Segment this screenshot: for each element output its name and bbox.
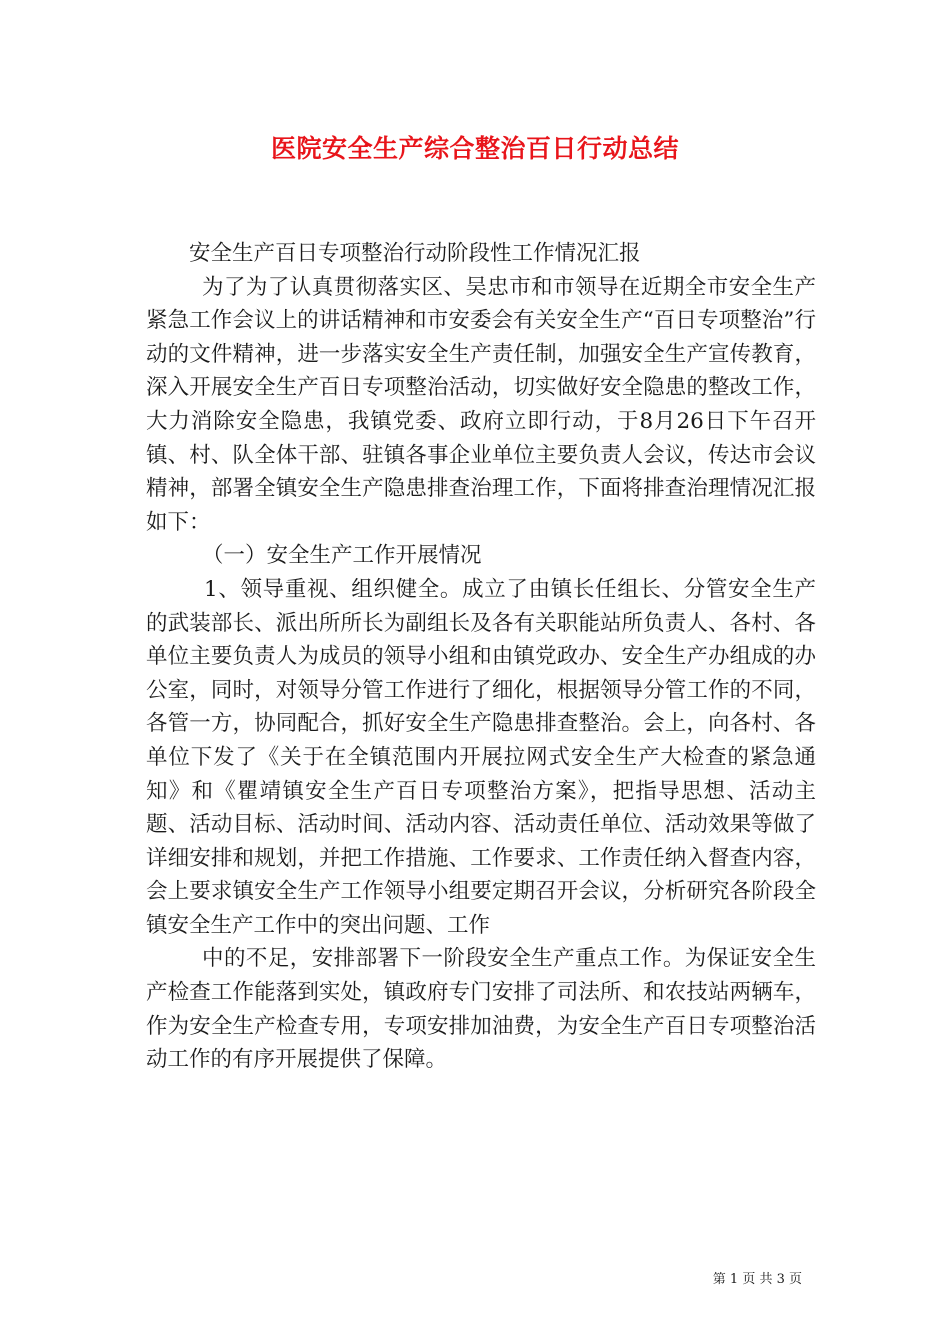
item-paragraph: 1、领导重视、组织健全。成立了由镇长任组长、分管安全生产的武装部长、派出所所长为副组长及各有关职能站所负责人、各村、各单位主要负责人为成员的领导小组和由镇党政办、安全生产办组成的办公室，同时，对领导分管工作进行了细化，根据领导分管工作的不同，各管一方，协同配合，抓好安全生产隐患排查整治。会上，向各村、各单位下发了《关于在全镇范围内开展拉网式安全生产大检查的紧急通知》和《瞿靖镇安全生产百日专项整治方案》，把指导思想、活动主题、活动目标、活动时间、活动内容、活动责任单位、活动效果等做了详细安排和规划，并把工作措施、工作要求、工作责任纳入督查内容，会上要求镇安全生产工作领导小组要定期召开会议，分析研究各阶段全镇安全生产工作中的突出问题、工作	[146, 576, 816, 938]
document-title: 医院安全生产综合整治百日行动总结	[270, 134, 679, 163]
section-heading: （一）安全生产工作开展情况	[202, 543, 482, 569]
continuation-paragraph: 中的不足，安排部署下一阶段安全生产重点工作。为保证安全生产检查工作能落到实处，镇政府专门安排了司法所、和农技站两辆车，作为安全生产检查专用，专项安排加油费，为安全生产百日专项整治活动工作的有序开展提供了保障。	[146, 946, 816, 1073]
document-body	[146, 237, 816, 1077]
report-subheading: 安全生产百日专项整治行动阶段性工作情况汇报	[189, 241, 641, 266]
intro-paragraph: 为了为了认真贯彻落实区、吴忠市和市领导在近期全市安全生产紧急工作会议上的讲话精神和市安委会有关安全生产“百日专项整治”行动的文件精神，进一步落实安全生产责任制，加强安全生产宣传教育，深入开展安全生产百日专项整治活动，切实做好安全隐患的整改工作，大力消除安全隐患，我镇党委、政府立即行动，于8月26日下午召开镇、村、队全体干部、驻镇各事企业单位主要负责人会议，传达市会议精神，部署全镇安全生产隐患排查治理工作，下面将排查治理情况汇报如下：	[146, 274, 816, 535]
page-indicator: 第 1 页 共 3 页	[712, 1272, 802, 1287]
